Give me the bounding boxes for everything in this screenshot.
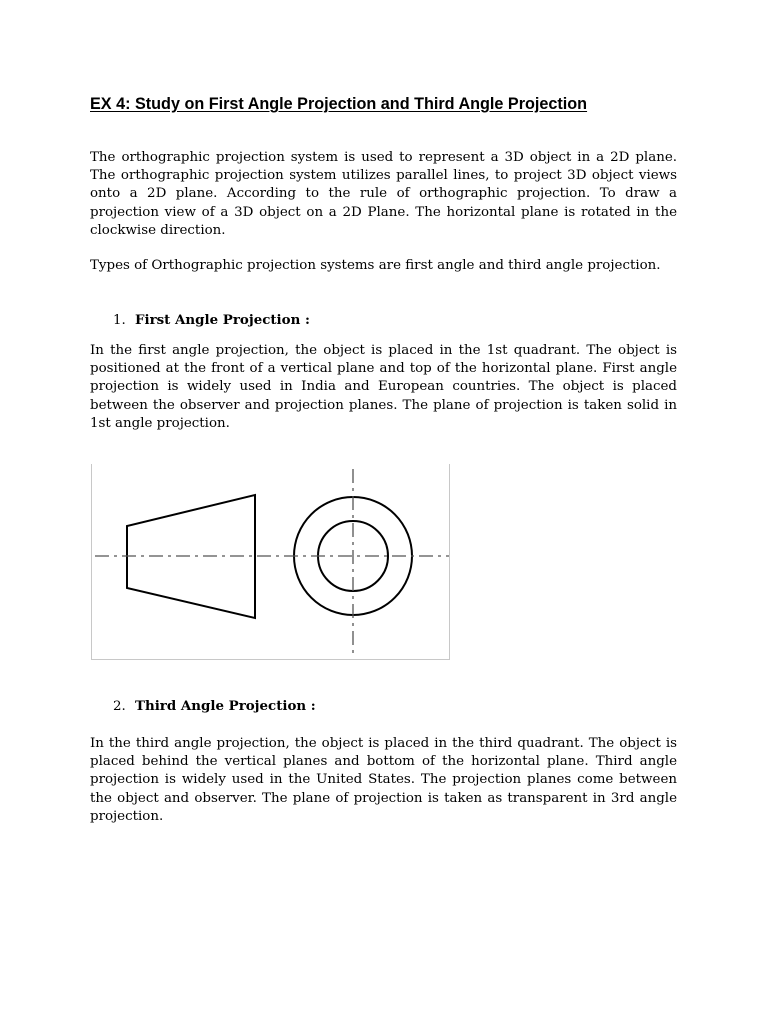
section-heading-first-angle xyxy=(113,311,310,330)
third-angle-paragraph: In the third angle projection, the object is placed in the third quadrant. The object is placed behind the vertical planes and bottom of the horizontal plane. Third angle projection is widely used in the United States. The projection planes come between the object and observer. The plane of projection is taken as transparent in 3rd angle projection. xyxy=(90,736,677,824)
types-paragraph: Types of Orthographic projection systems are first angle and third angle projection. xyxy=(90,258,661,273)
section-heading-label: Third Angle Projection : xyxy=(135,698,316,714)
section-heading-label: First Angle Projection : xyxy=(135,312,310,328)
first-angle-projection-figure xyxy=(91,464,450,660)
projection-drawing xyxy=(92,464,451,660)
intro-paragraph: The orthographic projection system is used to represent a 3D object in a 2D plane. The orthographic projection system utilizes parallel lines, to project 3D object views onto a 2D plane. According to the rule of orthographic projection. To draw a projection view of a 3D object on a 2D Plane. The horizontal plane is rotated in the clockwise direction. xyxy=(90,150,677,238)
page-title: EX 4: Study on First Angle Projection and Third Angle Projection xyxy=(90,95,588,113)
list-number: 2. xyxy=(113,699,126,714)
section-heading-third-angle xyxy=(113,697,316,716)
list-number: 1. xyxy=(113,313,126,328)
first-angle-paragraph: In the first angle projection, the object is placed in the 1st quadrant. The object is positioned at the front of a vertical plane and top of the horizontal plane. First angle projection is widely used in India and European countries. The object is placed between the observer and projection planes. The plane of projection is taken solid in 1st angle projection. xyxy=(90,343,677,431)
